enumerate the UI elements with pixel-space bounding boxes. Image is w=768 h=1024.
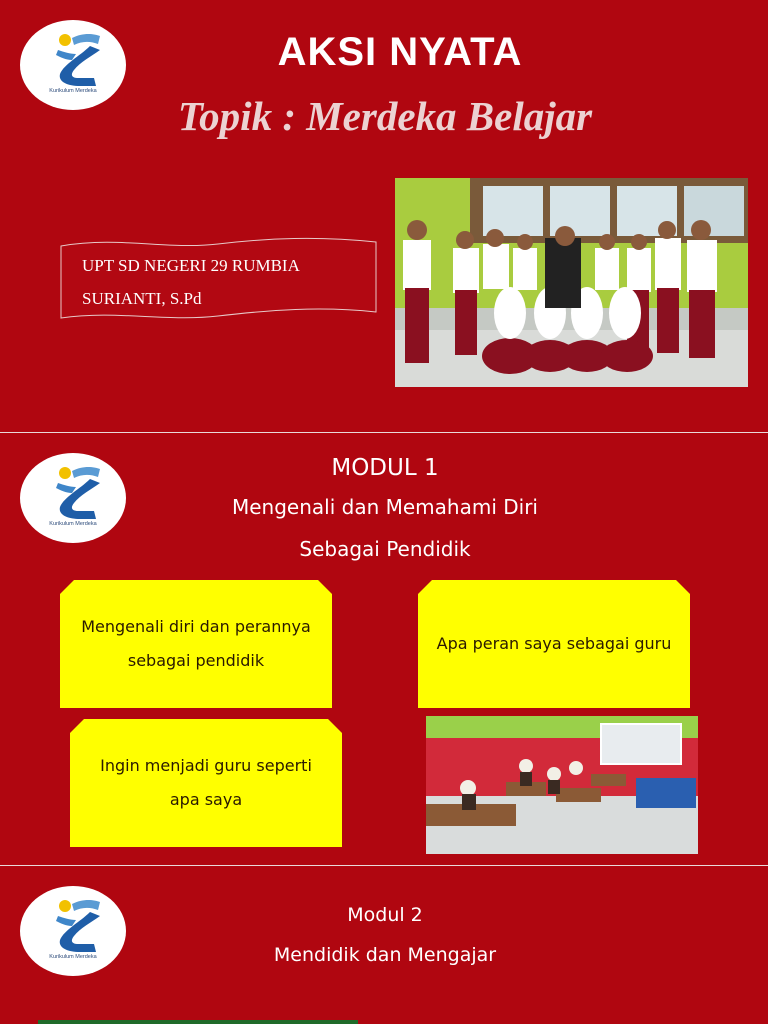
module-heading: Modul 2 — [347, 904, 423, 926]
module-title-line1: Mengenali dan Memahami Diri — [232, 495, 538, 519]
module-title-line1: Mendidik dan Mengajar — [273, 944, 497, 966]
page-title: AKSI NYATA — [277, 30, 523, 74]
classroom-photo — [426, 716, 698, 854]
card-teacher-role — [418, 580, 690, 708]
slide-aksi-nyata — [0, 0, 768, 432]
class-group-photo — [395, 178, 748, 387]
card-text: Mengenali diri dan perannya sebagai pendidik — [81, 617, 311, 670]
author-name: SURIANTI, S.Pd — [82, 289, 202, 308]
school-name: UPT SD NEGERI 29 RUMBIA — [82, 256, 300, 275]
card-know-yourself — [60, 580, 332, 708]
green-shape-edge — [38, 1020, 358, 1024]
logo-caption: Kurikulum Merdeka — [49, 954, 97, 960]
kurikulum-merdeka-logo — [20, 453, 126, 543]
module-heading: MODUL 1 — [331, 455, 439, 481]
logo-mark-icon — [20, 453, 126, 543]
slide-modul-2 — [0, 866, 768, 1024]
card-text: Ingin menjadi guru seperti apa saya — [100, 756, 312, 809]
kurikulum-merdeka-logo — [20, 20, 126, 110]
logo-mark-icon — [20, 20, 126, 110]
module-title-line2: Sebagai Pendidik — [299, 537, 471, 561]
page-subtitle: Topik : Merdeka Belajar — [177, 93, 593, 139]
kurikulum-merdeka-logo — [20, 886, 126, 976]
logo-caption: Kurikulum Merdeka — [49, 521, 97, 527]
school-banner — [58, 236, 380, 324]
logo-caption: Kurikulum Merdeka — [49, 88, 97, 94]
logo-mark-icon — [20, 886, 126, 976]
wave-banner-shape — [58, 236, 380, 324]
card-ideal-teacher — [70, 719, 342, 847]
card-text: Apa peran saya sebagai guru — [436, 634, 672, 653]
